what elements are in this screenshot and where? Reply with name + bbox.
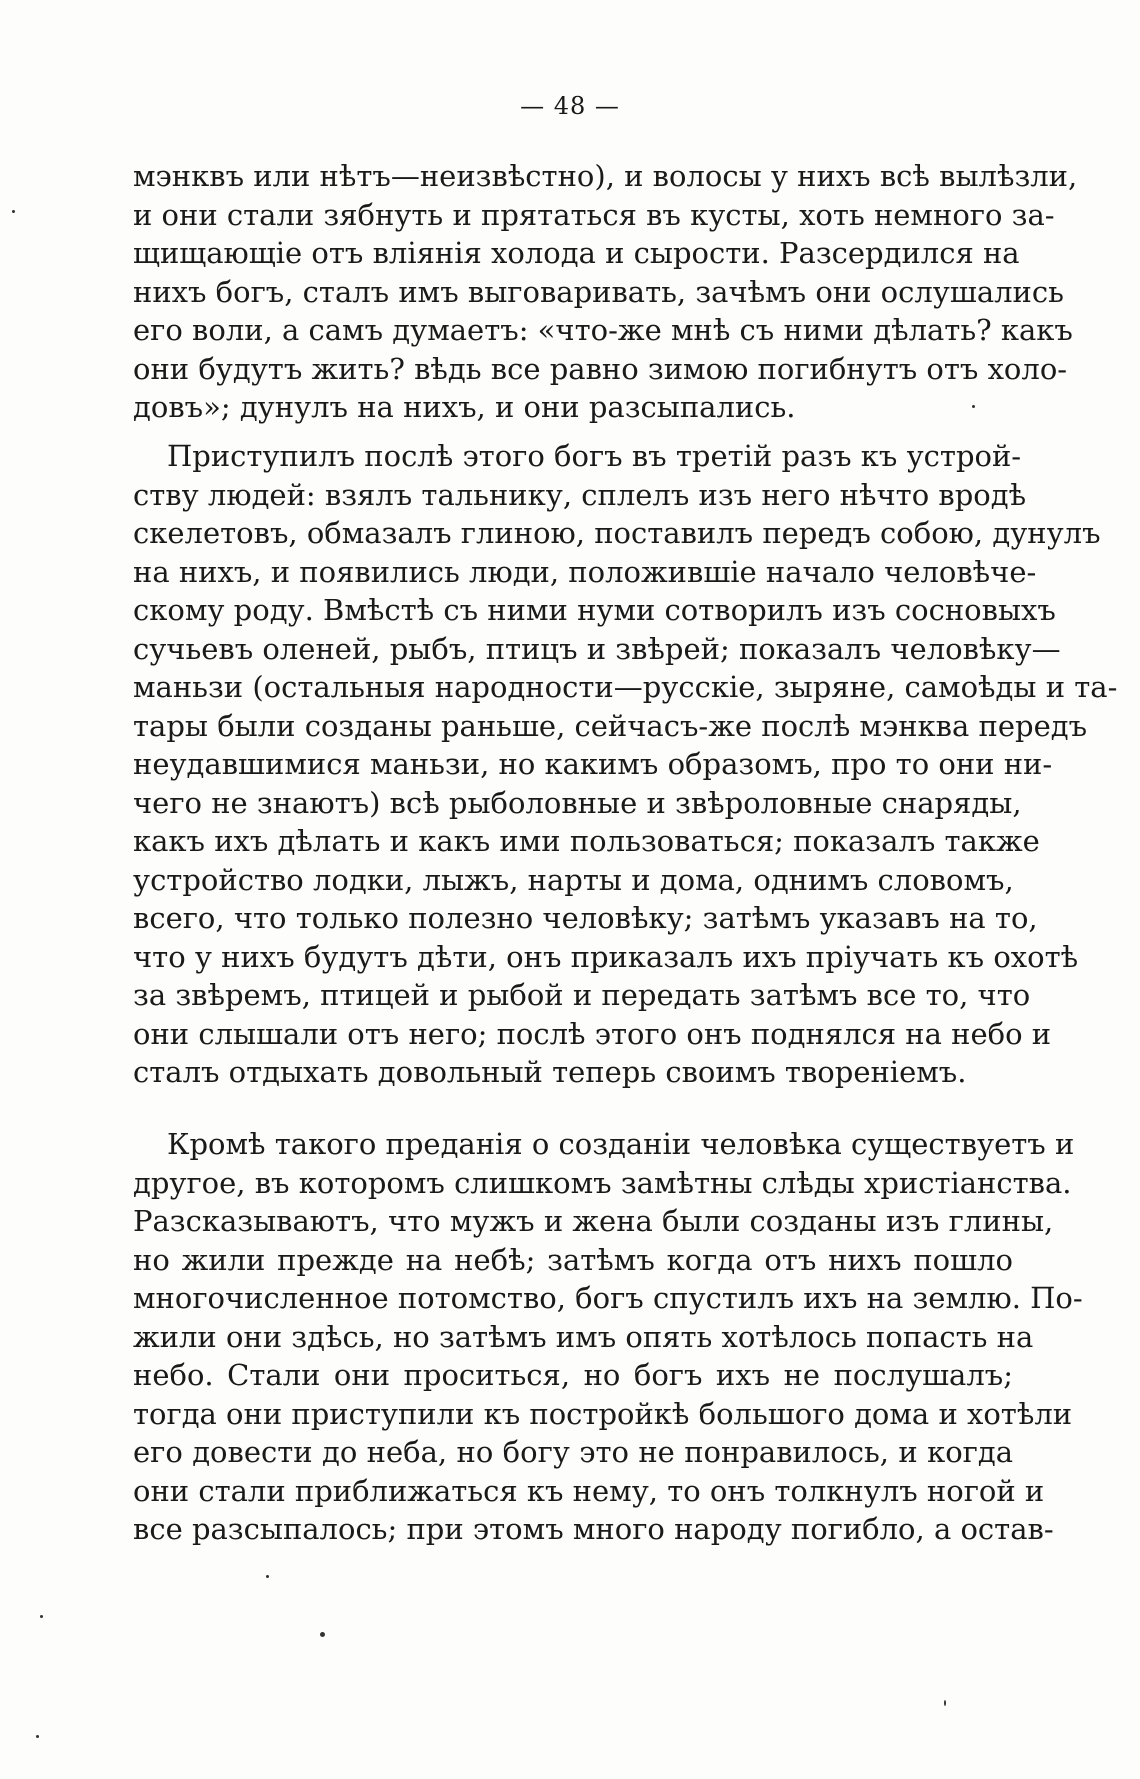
text-line: Разсказываютъ, что мужъ и жена были созданы изъ глины, xyxy=(133,1204,1054,1238)
text-line: многочисленное потомство, богъ спустилъ ихъ на землю. По- xyxy=(133,1281,1083,1315)
paragraph-2 xyxy=(133,437,1118,1092)
text-line: сучьевъ оленей, рыбъ, птицъ и звѣрей; показалъ человѣку— xyxy=(133,631,1061,666)
text-line: тогда они приступили къ постройкѣ большого дома и хотѣли xyxy=(133,1396,1073,1431)
text-line: все разсыпалось; при этомъ много народу погибло, а остав- xyxy=(133,1512,1054,1546)
text-line: устройство лодки, лыжъ, нарты и дома, однимъ словомъ, xyxy=(133,862,1014,897)
text-line: маньзи (остальныя народности—русскіе, зыряне, самоѣды и та- xyxy=(133,670,1118,704)
text-line: тары были созданы раньше, сейчасъ-же послѣ мэнква передъ xyxy=(133,708,1088,743)
text-line: и они стали зябнуть и прятаться въ кусты, хоть немного за- xyxy=(133,197,1055,232)
text-line: довъ»; дунулъ на нихъ, и они разсыпались. xyxy=(133,390,796,424)
text-line: всего, что только полезно человѣку; затѣмъ указавъ на то, xyxy=(133,901,1038,935)
text-line: какъ ихъ дѣлать и какъ ими пользоваться; показалъ также xyxy=(133,824,1040,858)
scan-speck xyxy=(36,1735,39,1738)
text-line: они будутъ жить? вѣдь все равно зимою погибнутъ отъ холо- xyxy=(133,351,1068,386)
text-line: что у нихъ будутъ дѣти, онъ приказалъ ихъ пріучать къ охотѣ xyxy=(133,939,1079,974)
text-line: щищающіе отъ вліянія холода и сырости. Разсердился на xyxy=(133,236,1020,270)
scan-speck xyxy=(320,1632,325,1637)
text-line: на нихъ, и появились люди, положившіе начало человѣче- xyxy=(133,554,1037,589)
text-line: его воли, а самъ думаетъ: «что-же мнѣ съ ними дѣлать? какъ xyxy=(133,313,1073,347)
text-line: жили они здѣсь, но затѣмъ имъ опять хотѣлось попасть на xyxy=(133,1319,1034,1354)
text-line: они слышали отъ него; послѣ этого онъ поднялся на небо и xyxy=(133,1016,1052,1051)
text-line: ству людей: взялъ тальнику, сплелъ изъ него нѣчто вродѣ xyxy=(133,477,1027,512)
paragraph-3 xyxy=(133,1125,1083,1549)
paragraph-1 xyxy=(133,157,1078,427)
scan-speck xyxy=(266,1575,269,1578)
text-line: скому роду. Вмѣстѣ съ ними нуми сотворилъ изъ сосновыхъ xyxy=(133,593,1056,627)
text-line: неудавшимися маньзи, но какимъ образомъ, про то они ни- xyxy=(133,747,1053,781)
scan-speck xyxy=(944,1700,946,1706)
text-line: мэнквъ или нѣтъ—неизвѣстно), и волосы у нихъ всѣ вылѣзли, xyxy=(133,159,1078,193)
text-line: Кромѣ такого преданія о созданіи человѣка существуетъ и xyxy=(167,1127,1075,1161)
text-line: за звѣремъ, птицей и рыбой и передать затѣмъ все то, что xyxy=(133,978,1031,1012)
text-line: нихъ богъ, сталъ имъ выговаривать, зачѣмъ они ослушались xyxy=(133,274,1064,309)
scan-speck xyxy=(972,405,975,408)
text-line: но жили прежде на небѣ; затѣмъ когда отъ нихъ пошло xyxy=(133,1242,1013,1277)
scan-speck xyxy=(40,1615,43,1618)
text-line: Приступилъ послѣ этого богъ въ третій разъ къ устрой- xyxy=(167,439,1022,473)
text-line: сталъ отдыхать довольный теперь своимъ твореніемъ. xyxy=(133,1055,967,1089)
scan-speck xyxy=(12,210,15,213)
text-line: чего не знаютъ) всѣ рыболовные и звѣроловные снаряды, xyxy=(133,785,1022,820)
text-line: скелетовъ, обмазалъ глиною, поставилъ передъ собою, дунулъ xyxy=(133,516,1101,550)
text-line: его довести до неба, но богу это не понравилось, и когда xyxy=(133,1435,1013,1469)
page-number: — 48 — xyxy=(520,92,620,120)
text-line: другое, въ которомъ слишкомъ замѣтны слѣды христіанства. xyxy=(133,1165,1072,1200)
text-line: небо. Стали они проситься, но богъ ихъ не послушалъ; xyxy=(133,1358,1013,1392)
text-line: они стали приближаться къ нему, то онъ толкнулъ ногой и xyxy=(133,1473,1045,1508)
